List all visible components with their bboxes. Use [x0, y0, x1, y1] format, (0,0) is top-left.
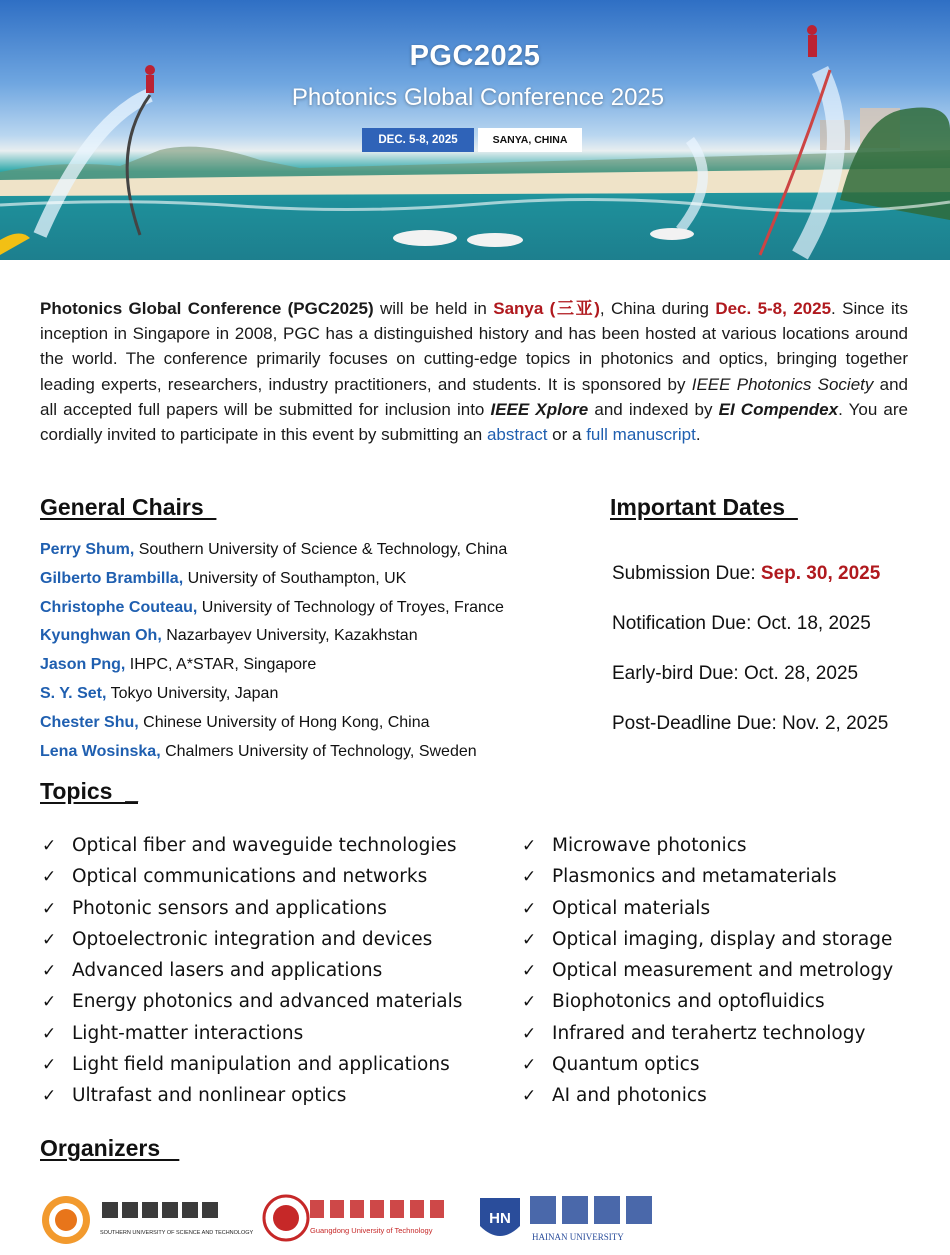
check-icon: ✓	[522, 1023, 537, 1044]
organizer-logos	[40, 1190, 740, 1250]
intro-text: . Since its inception in Singapore in 2008, PGC has a distinguished history and has been hosted at various locations around the world. The conference primarily focuses on cutting-edge topics in photonics and optics, bringing together leading experts, researchers, industry practitioners, and students. It is sponsored by	[40, 299, 908, 394]
chair-name: Christophe Couteau,	[40, 598, 198, 616]
topic-label: Advanced lasers and applications	[72, 960, 383, 982]
topic-item	[522, 832, 893, 863]
topic-label: Photonic sensors and applications	[72, 897, 387, 919]
topic-label: Biophotonics and optofluidics	[552, 991, 825, 1013]
chair-item	[40, 653, 580, 682]
topic-item	[522, 926, 893, 957]
chair-name: S. Y. Set,	[40, 684, 107, 702]
topic-item	[522, 1082, 893, 1113]
intro-text: and indexed by	[588, 399, 719, 419]
intro-paragraph	[40, 296, 908, 447]
check-icon: ✓	[42, 1055, 57, 1076]
topic-label: Light-matter interactions	[72, 1022, 304, 1044]
check-icon: ✓	[42, 898, 57, 919]
hero-banner	[0, 0, 950, 260]
intro-text: , China during	[599, 299, 716, 318]
hainan-university-logo	[480, 1196, 652, 1242]
hainan-caption: HAINAN UNIVERSITY	[532, 1232, 624, 1242]
check-icon: ✓	[522, 992, 537, 1013]
check-icon: ✓	[522, 961, 537, 982]
check-icon: ✓	[522, 1055, 537, 1076]
chair-affiliation: Southern University of Science & Technology, China	[134, 541, 508, 558]
topics-heading: Topics _	[40, 778, 138, 804]
intro-location: Sanya (三亚)	[493, 299, 600, 318]
topic-label: Plasmonics and metamaterials	[552, 866, 837, 888]
topic-item	[42, 957, 462, 988]
topic-label: Microwave photonics	[552, 835, 747, 856]
important-dates-list	[612, 560, 932, 760]
chair-item	[40, 624, 580, 653]
chair-affiliation: Tokyo University, Japan	[106, 684, 279, 702]
check-icon: ✓	[42, 929, 57, 950]
intro-ei-compendex: EI Compendex	[718, 399, 839, 419]
topic-label: Optoelectronic integration and devices	[72, 928, 433, 950]
chair-affiliation: Chalmers University of Technology, Sweden	[160, 742, 477, 760]
topic-item	[42, 1051, 462, 1082]
chair-name: Gilberto Brambilla,	[40, 569, 184, 587]
check-icon: ✓	[522, 867, 537, 888]
intro-dates: Dec. 5-8, 2025	[715, 299, 832, 318]
intro-text: .	[695, 425, 701, 445]
date-label: Notification Due:	[612, 613, 757, 634]
topic-label: Optical imaging, display and storage	[552, 928, 893, 950]
hainan-mark: HN	[489, 1210, 511, 1227]
topic-label: Optical fiber and waveguide technologies	[72, 835, 457, 856]
topic-label: Light field manipulation and applications	[72, 1054, 450, 1076]
gdut-caption: Guangdong University of Technology	[310, 1226, 433, 1235]
important-dates-heading: Important Dates	[610, 494, 798, 520]
date-value: Nov. 2, 2025	[782, 713, 889, 734]
date-item-submission	[612, 560, 932, 610]
topic-item	[42, 926, 462, 957]
check-icon: ✓	[42, 992, 57, 1013]
date-item-early-bird	[612, 660, 932, 710]
chair-item	[40, 740, 580, 769]
sustech-caption: SOUTHERN UNIVERSITY OF SCIENCE AND TECHNOLOGY	[100, 1230, 254, 1236]
date-item-notification	[612, 610, 932, 660]
topic-label: Quantum optics	[552, 1054, 700, 1076]
check-icon: ✓	[522, 929, 537, 950]
check-icon: ✓	[42, 1086, 57, 1107]
intro-text: or a	[547, 425, 587, 445]
abstract-link[interactable]: abstract	[486, 425, 548, 445]
check-icon: ✓	[42, 1023, 57, 1044]
topic-item	[42, 832, 462, 863]
chair-name: Lena Wosinska,	[40, 742, 161, 760]
chair-affiliation: University of Technology of Troyes, France	[197, 598, 504, 616]
check-icon: ✓	[522, 1086, 537, 1107]
chair-affiliation: IHPC, A*STAR, Singapore	[125, 656, 317, 674]
chair-affiliation: Chinese University of Hong Kong, China	[138, 713, 430, 731]
date-item-post-deadline	[612, 710, 932, 760]
topics-list-left	[42, 832, 462, 1114]
intro-conference-name: Photonics Global Conference (PGC2025)	[40, 299, 374, 318]
chair-name: Chester Shu,	[40, 713, 139, 731]
topic-label: Energy photonics and advanced materials	[72, 991, 463, 1013]
topic-label: Optical materials	[552, 897, 711, 919]
intro-text: will be held in	[373, 299, 494, 318]
chair-affiliation: University of Southampton, UK	[183, 569, 407, 587]
general-chairs-list	[40, 538, 580, 768]
intro-text: and all accepted full papers will be submitted for inclusion into	[40, 374, 909, 419]
topic-item	[522, 1051, 893, 1082]
topic-label: AI and photonics	[552, 1085, 707, 1107]
chair-item	[40, 567, 580, 596]
check-icon: ✓	[522, 836, 537, 856]
topic-item	[42, 1082, 462, 1113]
topic-label: Ultrafast and nonlinear optics	[72, 1085, 347, 1107]
full-manuscript-link[interactable]: full manuscript	[586, 425, 696, 445]
location-badge: SANYA, CHINA	[478, 128, 582, 152]
topic-item	[42, 1020, 462, 1051]
organizers-heading: Organizers	[40, 1135, 180, 1161]
topic-item	[522, 895, 893, 926]
topic-item	[42, 988, 462, 1019]
check-icon: ✓	[42, 836, 57, 856]
topics-list-right	[522, 832, 893, 1114]
gdut-logo	[264, 1196, 444, 1240]
conference-acronym: PGC2025	[409, 40, 541, 72]
date-label: Post-Deadline Due:	[612, 713, 783, 734]
topic-item	[522, 1020, 893, 1051]
check-icon: ✓	[522, 898, 537, 919]
beach-scene-illustration	[0, 0, 950, 260]
date-value: Oct. 28, 2025	[744, 663, 859, 684]
intro-text: . You are cordially invited to participate in this event by submitting an	[40, 399, 908, 445]
general-chairs-heading: General Chairs	[40, 494, 217, 520]
date-label: Early-bird Due:	[612, 663, 744, 684]
topic-label: Optical communications and networks	[72, 866, 428, 888]
topic-item	[42, 863, 462, 894]
topic-item	[42, 895, 462, 926]
topic-item	[522, 988, 893, 1019]
conference-full-name: Photonics Global Conference 2025	[291, 84, 665, 111]
topic-label: Infrared and terahertz technology	[552, 1022, 866, 1044]
date-value: Oct. 18, 2025	[756, 613, 871, 634]
intro-sponsor: IEEE Photonics Society	[691, 374, 874, 394]
sustech-logo	[42, 1196, 254, 1244]
topic-label: Optical measurement and metrology	[552, 960, 894, 982]
intro-ieee-xplore: IEEE Xplore	[490, 399, 589, 419]
check-icon: ✓	[42, 961, 57, 982]
chair-item	[40, 682, 580, 711]
chair-name: Jason Png,	[40, 656, 126, 674]
date-label: Submission Due:	[612, 563, 761, 584]
topic-item	[522, 863, 893, 894]
chair-item	[40, 538, 580, 567]
check-icon: ✓	[42, 867, 57, 888]
chair-item	[40, 711, 580, 740]
date-badge: DEC. 5-8, 2025	[362, 128, 474, 152]
date-value: Sep. 30, 2025	[760, 563, 881, 584]
chair-name: Kyunghwan Oh,	[40, 627, 162, 645]
chair-affiliation: Nazarbayev University, Kazakhstan	[161, 627, 418, 645]
chair-item	[40, 596, 580, 625]
topic-item	[522, 957, 893, 988]
chair-name: Perry Shum,	[40, 541, 135, 558]
